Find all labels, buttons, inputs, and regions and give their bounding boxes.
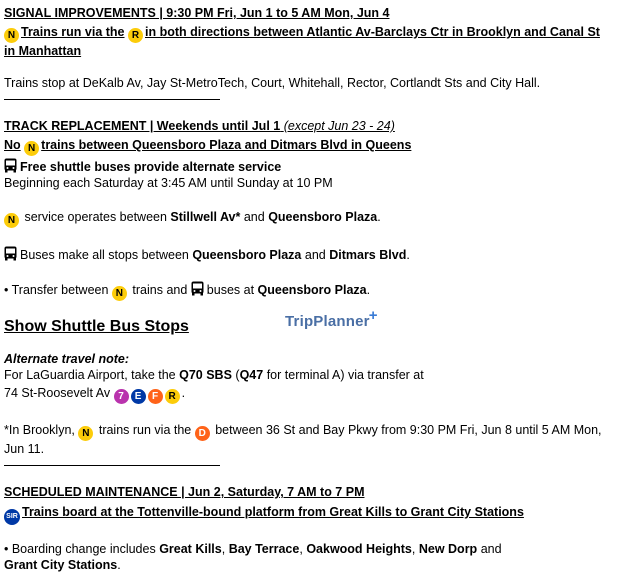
d-train-bullet-icon: D	[195, 426, 210, 441]
n-train-bullet-icon: N	[4, 28, 19, 43]
bus-icon	[191, 281, 204, 296]
n-train-bullet-icon: N	[4, 213, 19, 228]
plus-icon: +	[368, 307, 378, 324]
e-train-bullet-icon: E	[131, 389, 146, 404]
7-train-bullet-icon: 7	[114, 389, 129, 404]
boarding-change-text: • Boarding change includes Great Kills, Bay Terrace, Oakwood Heights, New Dorp and Grant City Stations.	[4, 542, 502, 572]
shuttle-line	[4, 158, 637, 175]
bus-icon	[4, 158, 17, 173]
bus-stops-text: Buses make all stops between Queensboro Plaza and Ditmars Blvd.	[4, 246, 637, 263]
signal-improvements-section	[4, 5, 637, 100]
advisory-link[interactable]: Trains board at the Tottenville-bound platform from Great Kills to Grant City Stations	[22, 505, 524, 519]
track-replacement-section	[4, 118, 637, 466]
advisory-link-row[interactable]	[4, 24, 637, 59]
r-train-bullet-icon: R	[165, 389, 180, 404]
shuttle-heading: Free shuttle buses provide alternate service	[20, 160, 282, 174]
stops-text: Trains stop at DeKalb Av, Jay St-MetroTech, Court, Whitehall, Rector, Cortlandt Sts and City Hall.	[4, 76, 541, 90]
n-train-bullet-icon: N	[78, 426, 93, 441]
bus-icon	[4, 246, 17, 261]
alt-travel-note-heading: Alternate travel note:	[4, 352, 130, 366]
r-train-bullet-icon: R	[128, 28, 143, 43]
n-train-bullet-icon: N	[24, 141, 39, 156]
divider	[4, 99, 220, 100]
advisory-link-no[interactable]: No	[4, 138, 21, 152]
f-train-bullet-icon: F	[148, 389, 163, 404]
advisory-link-end[interactable]: in Manhattan	[4, 44, 82, 58]
schedule-text: Beginning each Saturday at 3:45 AM until Sunday at 10 PM	[4, 176, 333, 190]
scheduled-maintenance-section	[4, 484, 637, 573]
alt-travel-note-station: 74 St-Roosevelt Av 7 E F R .	[4, 386, 186, 402]
advisory-link[interactable]: Trains run via the	[21, 25, 125, 39]
advisory-link-row[interactable]	[4, 504, 637, 525]
n-train-bullet-icon: N	[112, 286, 127, 301]
tripplanner-logo[interactable]: TripPlanner+	[285, 307, 378, 330]
advisory-link-row[interactable]	[4, 137, 637, 156]
brooklyn-note: *In Brooklyn, N trains run via the D between 36 St and Bay Pkwy from 9:30 PM Fri, Jun 8 until 5 AM Mon, Jun 11.	[4, 423, 602, 456]
section-header: SCHEDULED MAINTENANCE | Jun 2, Saturday, 7 AM to 7 PM	[4, 485, 365, 499]
transfer-text: • Transfer between N trains and buses at Queensboro Plaza.	[4, 283, 371, 299]
alt-travel-note-text: For LaGuardia Airport, take the Q70 SBS (Q47 for terminal A) via transfer at	[4, 368, 424, 382]
advisory-link-cont[interactable]: in both directions between Atlantic Av-Barclays Ctr in Brooklyn and Canal St	[145, 25, 600, 39]
section-header: TRACK REPLACEMENT | Weekends until Jul 1 (except Jun 23 - 24)	[4, 119, 395, 133]
service-text: N service operates between Stillwell Av* and Queensboro Plaza.	[4, 209, 637, 228]
advisory-link[interactable]: trains between Queensboro Plaza and Ditmars Blvd in Queens	[41, 138, 412, 152]
divider	[4, 465, 220, 466]
section-header: SIGNAL IMPROVEMENTS | 9:30 PM Fri, Jun 1 to 5 AM Mon, Jun 4	[4, 6, 390, 20]
sir-bullet-icon: SIR	[4, 509, 20, 525]
show-shuttle-stops-link[interactable]: Show Shuttle Bus Stops	[4, 318, 189, 335]
